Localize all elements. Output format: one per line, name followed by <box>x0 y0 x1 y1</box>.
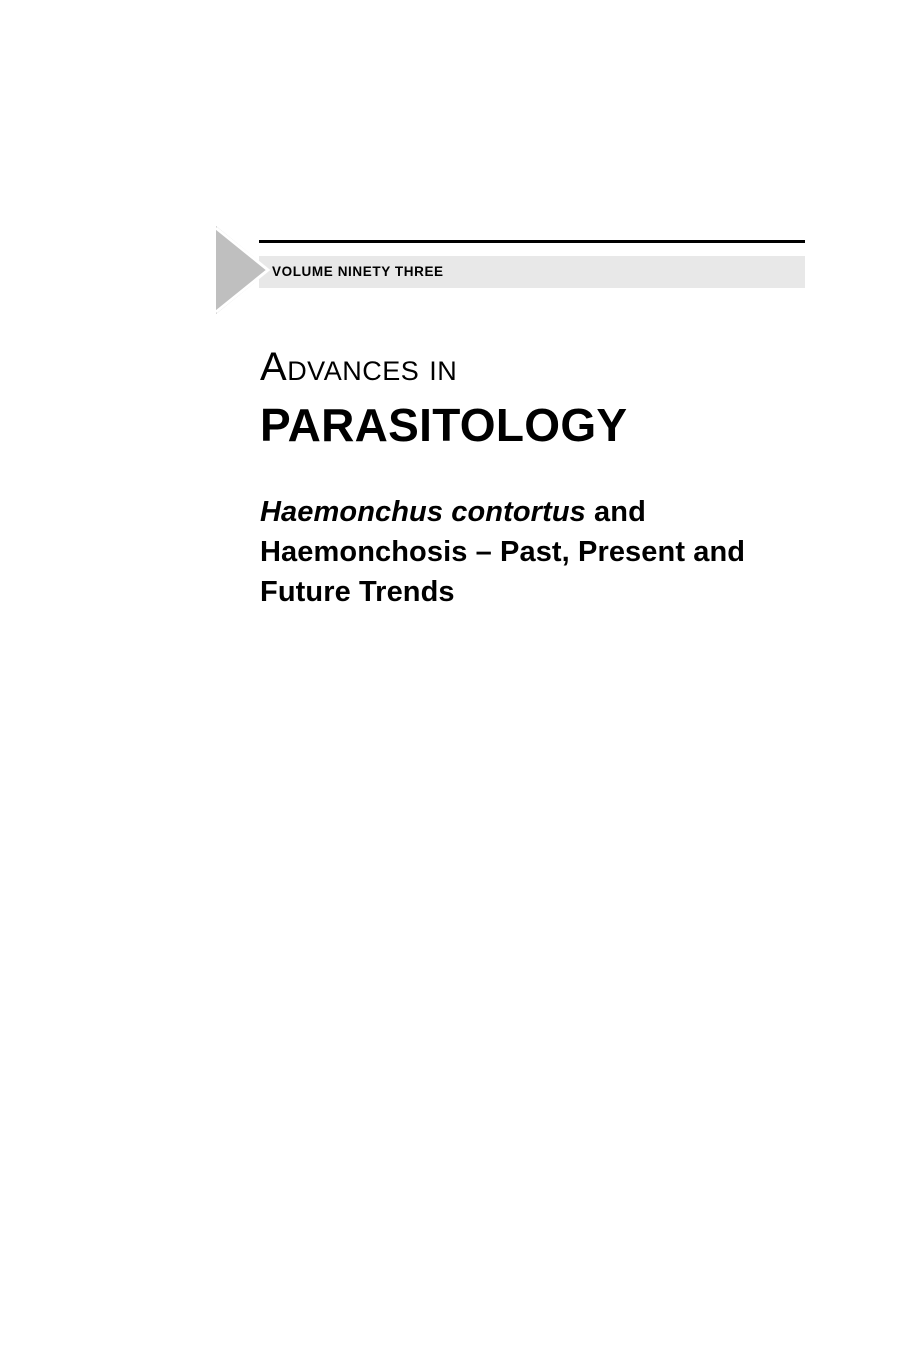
series-title-advances: DVANCES <box>287 356 420 386</box>
series-title-initial: A <box>260 345 288 389</box>
subject-species-name: Haemonchus contortus <box>260 496 586 528</box>
series-title <box>260 345 820 454</box>
chevron-right-icon <box>212 226 272 314</box>
volume-banner <box>212 226 805 298</box>
series-title-line-1 <box>260 345 820 390</box>
series-title-line-2: PARASITOLOGY <box>260 399 628 451</box>
volume-number-label: VOLUME NINETY THREE <box>272 264 444 279</box>
subject-title-remainder: and Haemonchosis – Past, Present and Future Trends <box>260 496 746 608</box>
banner-top-rule <box>259 240 805 243</box>
series-title-in: IN <box>429 356 458 386</box>
volume-subject-title <box>260 492 800 612</box>
